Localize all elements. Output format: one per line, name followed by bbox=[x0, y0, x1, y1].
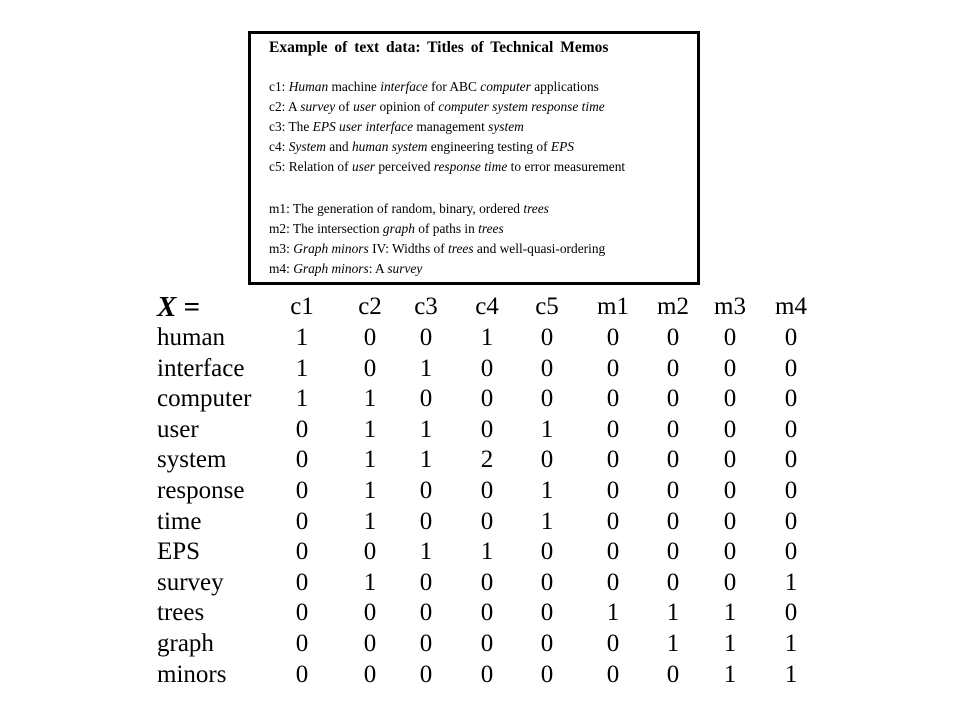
memo-text: IV: Widths of bbox=[368, 241, 449, 256]
matrix-cell: 0 bbox=[723, 538, 737, 566]
matrix-cell: 0 bbox=[666, 324, 680, 351]
memo-term: human system bbox=[351, 139, 428, 154]
memo-text: : A bbox=[368, 261, 388, 276]
matrix-cell: 0 bbox=[363, 538, 377, 566]
matrix-cell: 0 bbox=[295, 538, 309, 566]
row-term-label: EPS bbox=[157, 538, 201, 566]
matrix-cell: 1 bbox=[540, 477, 554, 504]
matrix-cell: 0 bbox=[480, 568, 494, 596]
matrix-cell: 0 bbox=[784, 354, 798, 382]
matrix-cell: 0 bbox=[419, 507, 433, 535]
matrix-cell: 0 bbox=[295, 446, 309, 474]
matrix-cell: 1 bbox=[419, 446, 433, 474]
memo-text: c4: bbox=[269, 139, 289, 154]
memo-term: survey bbox=[387, 261, 423, 276]
matrix-cell: 0 bbox=[419, 599, 433, 627]
memo-text: and bbox=[325, 139, 352, 154]
row-term-label: minors bbox=[157, 660, 227, 688]
memo-text: m3: bbox=[269, 241, 294, 256]
matrix-cell: 0 bbox=[784, 324, 798, 351]
matrix-cell: 0 bbox=[363, 599, 377, 627]
matrix-cell: 0 bbox=[784, 538, 798, 566]
matrix-cell: 0 bbox=[784, 507, 798, 535]
matrix-cell: 0 bbox=[540, 446, 554, 474]
row-term-label: user bbox=[157, 415, 199, 443]
matrix-cell: 0 bbox=[784, 477, 798, 504]
memo-term: trees bbox=[448, 241, 474, 256]
matrix-cell: 0 bbox=[666, 507, 680, 535]
matrix-cell: 0 bbox=[723, 507, 737, 535]
matrix-cell: 0 bbox=[540, 660, 554, 688]
matrix-cell: 0 bbox=[723, 477, 737, 504]
matrix-cell: 0 bbox=[723, 415, 737, 443]
matrix-cell: 0 bbox=[295, 477, 309, 504]
matrix-cell: 0 bbox=[606, 446, 620, 474]
matrix-cell: 1 bbox=[419, 538, 433, 566]
matrix-cell: 1 bbox=[784, 660, 798, 688]
matrix-cell: 1 bbox=[295, 354, 309, 382]
memo-term: interface bbox=[380, 79, 428, 94]
matrix-cell: 0 bbox=[666, 477, 680, 504]
matrix-cell: 0 bbox=[606, 538, 620, 566]
matrix-cell: 0 bbox=[363, 660, 377, 688]
column-header: m1 bbox=[597, 293, 629, 320]
memo-text: opinion of bbox=[376, 99, 439, 114]
matrix-cell: 0 bbox=[363, 354, 377, 382]
matrix-cell: 1 bbox=[419, 354, 433, 382]
box-heading: Example of text data: Titles of Technical Memos bbox=[269, 39, 609, 56]
matrix-cell: 0 bbox=[480, 415, 494, 443]
memo-term: Graph minors bbox=[293, 261, 369, 276]
matrix-cell: 0 bbox=[666, 538, 680, 566]
matrix-cell: 1 bbox=[723, 630, 737, 657]
matrix-cell: 0 bbox=[419, 324, 433, 351]
memo-term: System bbox=[288, 139, 326, 154]
matrix-cell: 1 bbox=[363, 477, 377, 504]
column-header: c5 bbox=[535, 293, 559, 320]
matrix-cell: 0 bbox=[363, 324, 377, 351]
memo-text: perceived bbox=[375, 159, 434, 174]
column-header: m2 bbox=[657, 293, 689, 320]
matrix-cell: 0 bbox=[606, 477, 620, 504]
matrix-cell: 0 bbox=[606, 568, 620, 596]
column-header: m3 bbox=[714, 293, 746, 320]
matrix-cell: 0 bbox=[480, 660, 494, 688]
matrix-cell: 1 bbox=[363, 446, 377, 474]
matrix-cell: 1 bbox=[784, 568, 798, 596]
matrix-cell: 2 bbox=[480, 446, 494, 474]
matrix-cell: 1 bbox=[606, 599, 620, 627]
matrix-cell: 0 bbox=[606, 354, 620, 382]
matrix-cell: 0 bbox=[480, 477, 494, 504]
matrix-cell: 1 bbox=[363, 415, 377, 443]
matrix-cell: 1 bbox=[363, 568, 377, 596]
matrix-cell: 0 bbox=[666, 446, 680, 474]
matrix-cell: 0 bbox=[480, 630, 494, 657]
memo-term: computer bbox=[480, 79, 531, 94]
matrix-cell: 0 bbox=[480, 385, 494, 413]
memo-text: c1: bbox=[269, 79, 289, 94]
row-term-label: trees bbox=[157, 599, 205, 627]
memo-text: m1: The generation of random, binary, ordered bbox=[269, 201, 524, 216]
matrix-equals: = bbox=[176, 291, 201, 323]
matrix-cell: 0 bbox=[419, 630, 433, 657]
matrix-cell: 0 bbox=[295, 599, 309, 627]
matrix-cell: 0 bbox=[784, 385, 798, 413]
column-header: c4 bbox=[475, 293, 499, 320]
column-header: c2 bbox=[358, 293, 382, 320]
row-term-label: response bbox=[157, 477, 245, 504]
matrix-cell: 0 bbox=[419, 568, 433, 596]
memo-text: c5: Relation of bbox=[269, 159, 352, 174]
matrix-cell: 1 bbox=[363, 385, 377, 413]
matrix-cell: 1 bbox=[480, 538, 494, 566]
matrix-cell: 0 bbox=[295, 630, 309, 657]
memo-term: response time bbox=[433, 159, 508, 174]
matrix-cell: 0 bbox=[480, 507, 494, 535]
matrix-cell: 0 bbox=[666, 385, 680, 413]
matrix-cell: 1 bbox=[363, 507, 377, 535]
memo-term: Graph minors bbox=[293, 241, 369, 256]
matrix-cell: 0 bbox=[295, 507, 309, 535]
matrix-cell: 1 bbox=[666, 599, 680, 627]
matrix-cell: 0 bbox=[295, 660, 309, 688]
matrix-cell: 0 bbox=[295, 568, 309, 596]
memo-text: m4: bbox=[269, 261, 294, 276]
matrix-cell: 0 bbox=[723, 446, 737, 474]
matrix-cell: 1 bbox=[295, 324, 309, 351]
matrix-cell: 0 bbox=[540, 385, 554, 413]
matrix-cell: 0 bbox=[606, 660, 620, 688]
memo-text: applications bbox=[530, 79, 599, 94]
memo-term: user bbox=[351, 159, 375, 174]
memo-text: to error measurement bbox=[507, 159, 626, 174]
matrix-variable: X bbox=[157, 291, 177, 323]
row-term-label: system bbox=[157, 446, 227, 474]
column-header: m4 bbox=[775, 293, 807, 320]
matrix-cell: 1 bbox=[666, 630, 680, 657]
matrix-cell: 0 bbox=[540, 568, 554, 596]
matrix-cell: 0 bbox=[363, 630, 377, 657]
matrix-cell: 0 bbox=[784, 446, 798, 474]
memo-term: EPS user interface bbox=[312, 119, 414, 134]
matrix-cell: 0 bbox=[666, 660, 680, 688]
matrix-cell: 0 bbox=[606, 507, 620, 535]
memo-text: c3: The bbox=[269, 119, 313, 134]
memo-term: trees bbox=[478, 221, 504, 236]
memo-text: m2: The intersection bbox=[269, 221, 383, 236]
matrix-cell: 1 bbox=[540, 415, 554, 443]
memo-text: machine bbox=[328, 79, 381, 94]
row-term-label: interface bbox=[157, 354, 245, 382]
memo-term: computer system response time bbox=[438, 99, 605, 114]
matrix-cell: 1 bbox=[419, 415, 433, 443]
row-term-label: survey bbox=[157, 568, 224, 596]
memo-term: survey bbox=[300, 99, 336, 114]
matrix-cell: 1 bbox=[784, 630, 798, 657]
memo-term: trees bbox=[523, 201, 549, 216]
matrix-cell: 0 bbox=[666, 568, 680, 596]
memo-text: for ABC bbox=[427, 79, 481, 94]
matrix-cell: 0 bbox=[723, 354, 737, 382]
matrix-cell: 1 bbox=[295, 385, 309, 413]
column-header: c3 bbox=[414, 293, 438, 320]
matrix-cell: 0 bbox=[419, 385, 433, 413]
row-term-label: time bbox=[157, 507, 202, 535]
matrix-cell: 0 bbox=[480, 599, 494, 627]
matrix-cell: 0 bbox=[784, 415, 798, 443]
matrix-cell: 0 bbox=[666, 415, 680, 443]
matrix-cell: 1 bbox=[480, 324, 494, 351]
memo-term: user bbox=[353, 99, 377, 114]
matrix-cell: 1 bbox=[540, 507, 554, 535]
matrix-cell: 0 bbox=[606, 324, 620, 351]
matrix-cell: 0 bbox=[480, 354, 494, 382]
matrix-cell: 0 bbox=[784, 599, 798, 627]
memo-term: graph bbox=[382, 221, 415, 236]
matrix-cell: 0 bbox=[540, 324, 554, 351]
matrix-cell: 0 bbox=[606, 385, 620, 413]
memo-text: of paths in bbox=[414, 221, 479, 236]
row-term-label: computer bbox=[157, 385, 252, 413]
matrix-cell: 0 bbox=[723, 385, 737, 413]
matrix-cell: 0 bbox=[606, 415, 620, 443]
matrix-cell: 0 bbox=[606, 630, 620, 657]
matrix-cell: 1 bbox=[723, 660, 737, 688]
row-term-label: human bbox=[157, 324, 226, 351]
matrix-cell: 1 bbox=[723, 599, 737, 627]
memo-term: system bbox=[488, 119, 524, 134]
row-term-label: graph bbox=[157, 630, 214, 657]
memo-text: management bbox=[413, 119, 489, 134]
memo-text: engineering testing of bbox=[427, 139, 551, 154]
matrix-cell: 0 bbox=[666, 354, 680, 382]
matrix-cell: 0 bbox=[540, 599, 554, 627]
memo-text: and well-quasi-ordering bbox=[473, 241, 606, 256]
matrix-label bbox=[157, 292, 200, 322]
matrix-cell: 0 bbox=[540, 630, 554, 657]
memo-term: EPS bbox=[550, 139, 574, 154]
matrix-cell: 0 bbox=[540, 354, 554, 382]
matrix-cell: 0 bbox=[723, 568, 737, 596]
matrix-cell: 0 bbox=[419, 660, 433, 688]
matrix-cell: 0 bbox=[723, 324, 737, 351]
matrix-cell: 0 bbox=[419, 477, 433, 504]
memo-term: Human bbox=[288, 79, 329, 94]
column-header: c1 bbox=[290, 293, 314, 320]
memo-text: of bbox=[335, 99, 354, 114]
matrix-cell: 0 bbox=[295, 415, 309, 443]
matrix-cell: 0 bbox=[540, 538, 554, 566]
memo-text: c2: A bbox=[269, 99, 301, 114]
